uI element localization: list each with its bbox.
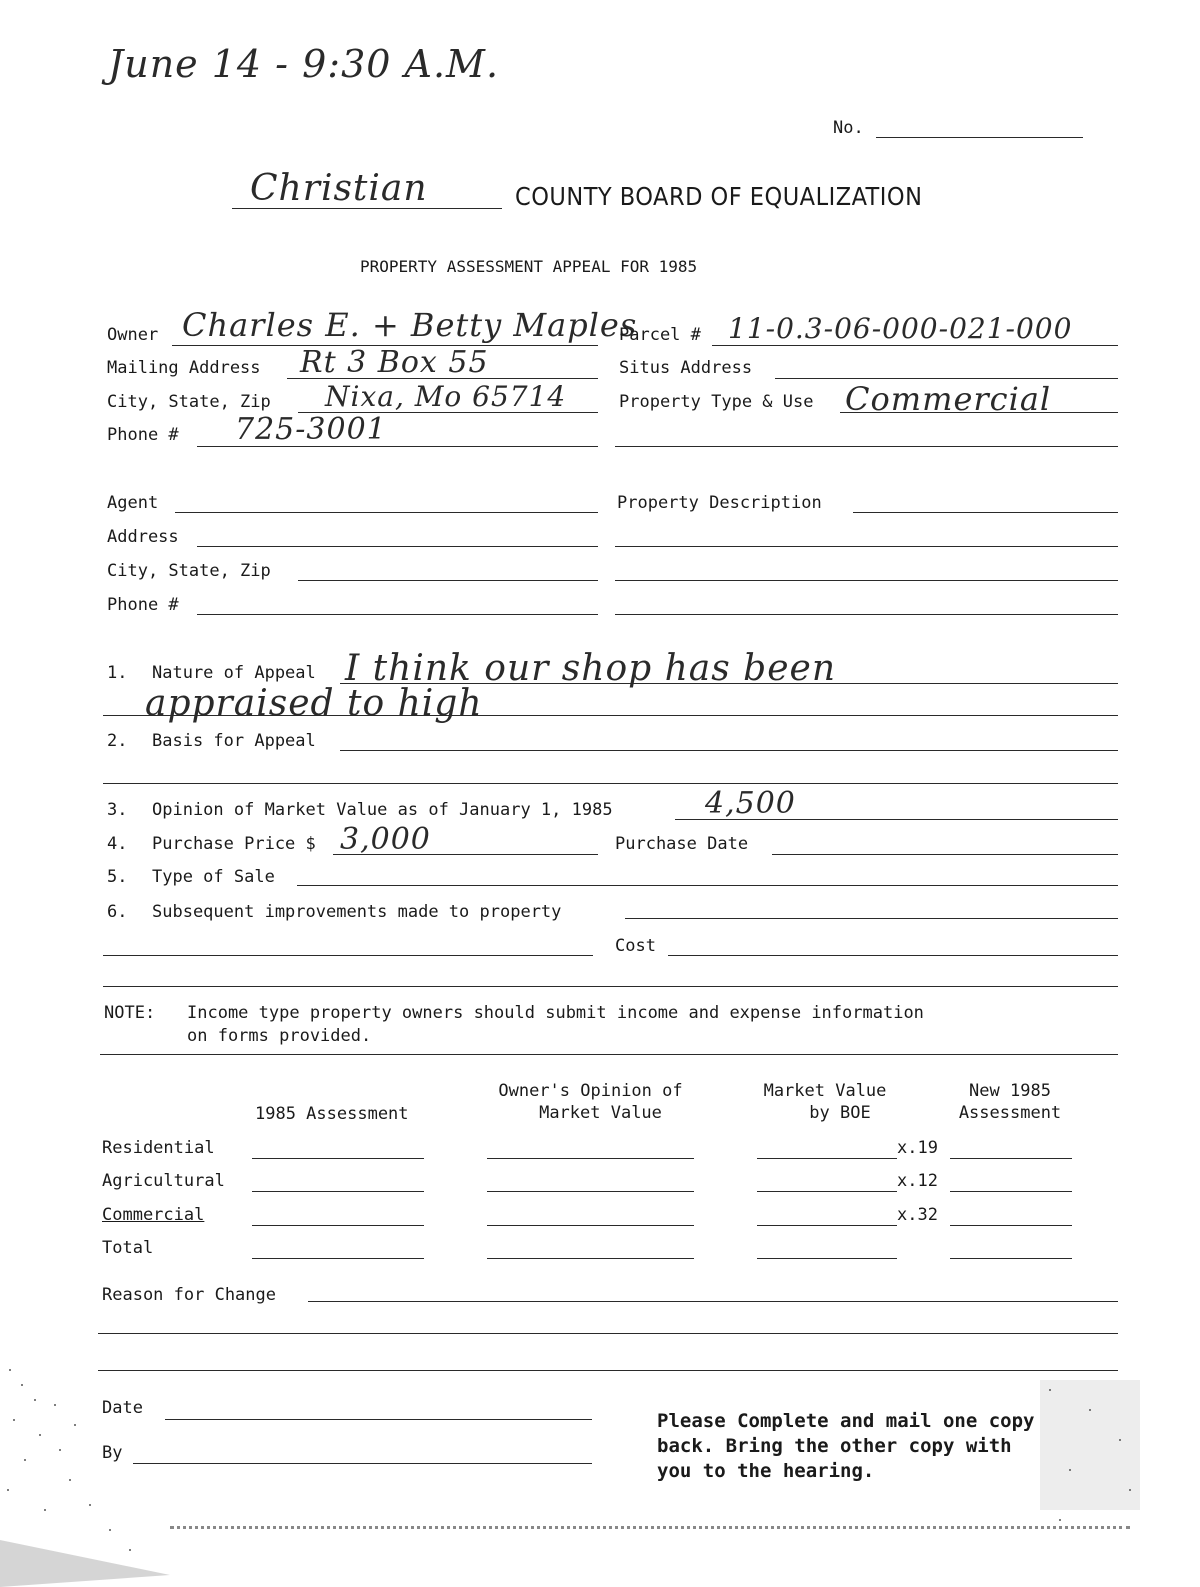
improvements-field-2[interactable] xyxy=(103,955,593,956)
note-line-2: on forms provided. xyxy=(187,1026,372,1046)
commercial-new-field[interactable] xyxy=(950,1225,1072,1226)
phone-value: 725-3001 xyxy=(235,412,387,447)
residential-owner-field[interactable] xyxy=(487,1158,694,1159)
agricultural-owner-field[interactable] xyxy=(487,1191,694,1192)
mailing-address-value: Rt 3 Box 55 xyxy=(300,345,489,380)
instructions-line-3: you to the hearing. xyxy=(657,1460,875,1482)
instructions-line-2: back. Bring the other copy with xyxy=(657,1435,1012,1457)
property-description-field-2[interactable] xyxy=(615,546,1118,547)
note-line-1: Income type property owners should submit income and expense information xyxy=(187,1003,924,1023)
property-description-field[interactable] xyxy=(853,512,1118,513)
item-4-number: 4. xyxy=(107,834,128,854)
commercial-1985-field[interactable] xyxy=(252,1225,424,1226)
col-header-market-value-boe-2: by BOE xyxy=(809,1103,871,1123)
mailing-address-field[interactable] xyxy=(287,378,598,379)
city-state-zip-value: Nixa, Mo 65714 xyxy=(325,380,567,413)
note-divider xyxy=(100,1054,1118,1055)
row-label-agricultural: Agricultural xyxy=(102,1171,225,1191)
item-5-number: 5. xyxy=(107,867,128,887)
agent-city-field[interactable] xyxy=(298,580,598,581)
reason-for-change-field-2[interactable] xyxy=(98,1333,1118,1334)
col-header-1985-assessment: 1985 Assessment xyxy=(255,1104,409,1124)
situs-address-label: Situs Address xyxy=(619,358,753,378)
cost-field[interactable] xyxy=(668,955,1118,956)
property-description-field-4[interactable] xyxy=(615,614,1118,615)
improvements-label: Subsequent improvements made to property xyxy=(152,902,562,922)
item-3-number: 3. xyxy=(107,800,128,820)
agricultural-1985-field[interactable] xyxy=(252,1191,424,1192)
basis-for-appeal-label: Basis for Appeal xyxy=(152,731,316,751)
opinion-of-value-label: Opinion of Market Value as of January 1, 1985 xyxy=(152,800,613,820)
basis-for-appeal-field[interactable] xyxy=(340,750,1118,751)
property-type-label: Property Type & Use xyxy=(619,392,814,412)
scan-noise-bottom-edge xyxy=(170,1526,1130,1529)
col-header-owners-opinion-2: Market Value xyxy=(539,1103,662,1123)
nature-of-appeal-label: Nature of Appeal xyxy=(152,663,316,683)
mailing-address-label: Mailing Address xyxy=(107,358,261,378)
total-boe-field[interactable] xyxy=(757,1258,897,1259)
improvements-field-3[interactable] xyxy=(103,986,1118,987)
type-of-sale-label: Type of Sale xyxy=(152,867,275,887)
opinion-of-value-field[interactable] xyxy=(675,819,1118,820)
instructions-line-1: Please Complete and mail one copy xyxy=(657,1410,1035,1432)
agricultural-multiplier: x.12 xyxy=(897,1171,938,1191)
city-state-zip-label: City, State, Zip xyxy=(107,392,271,412)
by-field[interactable] xyxy=(133,1463,592,1464)
phone-label: Phone # xyxy=(107,425,179,445)
commercial-boe-field[interactable] xyxy=(757,1225,897,1226)
total-owner-field[interactable] xyxy=(487,1258,694,1259)
board-title: COUNTY BOARD OF EQUALIZATION xyxy=(515,182,923,211)
reason-for-change-label: Reason for Change xyxy=(102,1285,276,1305)
parcel-field[interactable] xyxy=(712,345,1118,346)
purchase-price-field[interactable] xyxy=(333,854,598,855)
residential-1985-field[interactable] xyxy=(252,1158,424,1159)
cost-label: Cost xyxy=(615,936,656,956)
situs-address-field[interactable] xyxy=(775,378,1118,379)
scan-noise-bottom-right xyxy=(1030,1360,1160,1560)
item-1-number: 1. xyxy=(107,663,128,683)
county-name-handwritten: Christian xyxy=(250,168,428,209)
basis-for-appeal-field-2[interactable] xyxy=(103,783,1118,784)
purchase-price-label: Purchase Price $ xyxy=(152,834,316,854)
type-of-sale-field[interactable] xyxy=(297,885,1118,886)
owner-label: Owner xyxy=(107,325,159,345)
property-description-label: Property Description xyxy=(617,493,822,513)
property-type-value: Commercial xyxy=(845,380,1052,418)
agent-phone-label: Phone # xyxy=(107,595,179,615)
col-header-market-value-boe-1: Market Value xyxy=(763,1081,887,1101)
date-label: Date xyxy=(102,1398,143,1418)
purchase-date-field[interactable] xyxy=(772,854,1118,855)
county-field[interactable] xyxy=(232,208,502,209)
residential-new-field[interactable] xyxy=(950,1158,1072,1159)
agent-phone-field[interactable] xyxy=(197,614,598,615)
purchase-date-label: Purchase Date xyxy=(615,834,749,854)
residential-multiplier: x.19 xyxy=(897,1138,938,1158)
row-label-total: Total xyxy=(102,1238,154,1258)
parcel-value: 11-0.3-06-000-021-000 xyxy=(728,312,1073,345)
property-description-field-3[interactable] xyxy=(615,580,1118,581)
col-header-new-assessment-2: Assessment xyxy=(958,1103,1062,1123)
purchase-price-value: 3,000 xyxy=(340,822,431,857)
total-1985-field[interactable] xyxy=(252,1258,424,1259)
commercial-multiplier: x.32 xyxy=(897,1205,938,1225)
row-label-commercial: Commercial xyxy=(102,1205,205,1225)
note-label: NOTE: xyxy=(104,1003,156,1023)
agricultural-boe-field[interactable] xyxy=(757,1191,897,1192)
agent-address-field[interactable] xyxy=(197,546,598,547)
opinion-of-value-value: 4,500 xyxy=(705,786,796,821)
agent-label: Agent xyxy=(107,493,159,513)
owner-value: Charles E. + Betty Maples xyxy=(182,306,638,344)
agent-address-label: Address xyxy=(107,527,179,547)
col-header-owners-opinion-1: Owner's Opinion of xyxy=(498,1081,683,1101)
property-type-field-2[interactable] xyxy=(615,446,1118,447)
row-label-residential: Residential xyxy=(102,1138,215,1158)
nature-of-appeal-value-2: appraised to high xyxy=(145,683,483,724)
property-type-field[interactable] xyxy=(840,412,1118,413)
col-header-new-assessment-1: New 1985 xyxy=(969,1081,1051,1101)
reason-for-change-field-3[interactable] xyxy=(98,1370,1118,1371)
number-label: No. xyxy=(833,118,864,138)
agent-field[interactable] xyxy=(175,512,598,513)
by-label: By xyxy=(102,1443,123,1463)
agricultural-new-field[interactable] xyxy=(950,1191,1072,1192)
reason-for-change-field[interactable] xyxy=(308,1301,1118,1302)
handwritten-date: June 14 - 9:30 A.M. xyxy=(108,42,500,86)
phone-field[interactable] xyxy=(197,446,598,447)
date-field[interactable] xyxy=(165,1419,592,1420)
nature-of-appeal-value: I think our shop has been xyxy=(345,648,837,689)
nature-of-appeal-field-2[interactable] xyxy=(103,715,1118,716)
residential-boe-field[interactable] xyxy=(757,1158,897,1159)
scan-noise-bottom-left xyxy=(0,1340,180,1587)
parcel-label: Parcel # xyxy=(619,325,701,345)
agent-city-label: City, State, Zip xyxy=(107,561,271,581)
item-2-number: 2. xyxy=(107,731,128,751)
page-subtitle: PROPERTY ASSESSMENT APPEAL FOR 1985 xyxy=(360,257,698,276)
total-new-field[interactable] xyxy=(950,1258,1072,1259)
commercial-owner-field[interactable] xyxy=(487,1225,694,1226)
item-6-number: 6. xyxy=(107,902,128,922)
number-field[interactable] xyxy=(876,137,1083,138)
improvements-field[interactable] xyxy=(625,918,1118,919)
